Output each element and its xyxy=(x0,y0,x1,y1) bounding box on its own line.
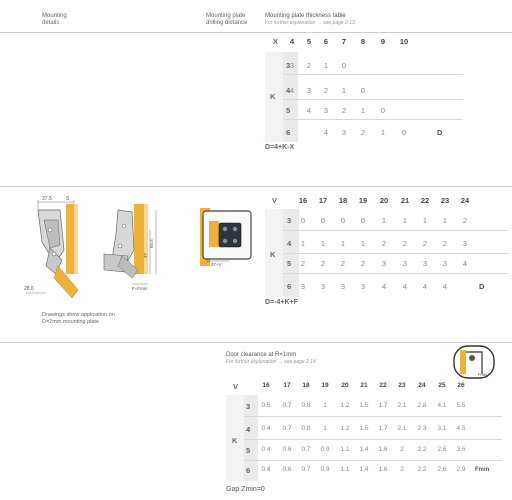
table-cell: 2 xyxy=(400,466,404,473)
table-cell: 1 xyxy=(320,239,326,248)
table-cell: 2 xyxy=(340,259,346,268)
column-header: 9 xyxy=(380,37,386,46)
formula: D=4+K-X xyxy=(265,144,295,151)
table-cell: 3.5 xyxy=(456,446,466,453)
end-label: D xyxy=(479,282,485,291)
row-separator xyxy=(283,230,508,231)
dim-28-6-label: 28.6 xyxy=(24,286,34,292)
table-cell: 4 xyxy=(442,282,448,291)
mounting-plate-front-drawing xyxy=(195,205,257,267)
table-cell: 1 xyxy=(381,216,387,225)
table-cell: 3 xyxy=(340,282,346,291)
table-cell: 4 xyxy=(323,128,329,137)
table-cell: 2 xyxy=(400,446,404,453)
table-cell: 1 xyxy=(323,61,329,70)
table-cell: 1.1 xyxy=(340,446,350,453)
hinge-drawing-side-view xyxy=(26,200,78,298)
column-header: 16 xyxy=(298,196,308,205)
table-cell: 1.4 xyxy=(359,446,369,453)
row-header: 6 xyxy=(287,282,292,291)
table-cell: 4 xyxy=(381,282,387,291)
column-header: 24 xyxy=(418,382,426,389)
row-header: 5 xyxy=(286,106,291,115)
table-cell: 2 xyxy=(381,239,387,248)
table-cell: 0.7 xyxy=(282,402,292,409)
table-cell: 2 xyxy=(442,239,448,248)
table-cell: 0.5 xyxy=(261,402,271,409)
table-cell: 1.2 xyxy=(340,402,350,409)
end-label: D xyxy=(437,128,443,137)
table-cell: 0.4 xyxy=(261,446,271,453)
row-header: 5 xyxy=(246,446,251,455)
column-header: 5 xyxy=(306,37,312,46)
door-clearance-icon xyxy=(452,344,496,380)
table-cell: 2 xyxy=(360,259,366,268)
thickness-table-note: For further explanation → see page 2.13 xyxy=(265,20,355,26)
table-cell: 3 xyxy=(360,282,366,291)
table-cell: 0.8 xyxy=(301,425,311,432)
table-cell: 0.7 xyxy=(301,446,311,453)
table-cell: 1 xyxy=(341,86,347,95)
table-cell: 1 xyxy=(360,106,366,115)
table-cell: 4 xyxy=(462,259,468,268)
row-separator xyxy=(283,99,463,100)
thickness-table-title: Mounting plate thickness table xyxy=(265,13,346,19)
column-header: 21 xyxy=(360,382,368,389)
table-cell: 1 xyxy=(380,128,386,137)
table-cell: 0 xyxy=(380,106,386,115)
row-separator xyxy=(244,460,502,461)
row-separator xyxy=(283,253,508,254)
table-cell: 3 xyxy=(442,259,448,268)
table-cell: 3 xyxy=(320,282,326,291)
column-header: 10 xyxy=(399,37,409,46)
caption-line: Drawings show application on xyxy=(42,312,115,318)
table-cell: 1.5 xyxy=(359,425,369,432)
column-header: 21 xyxy=(400,196,410,205)
table-cell: 2 xyxy=(320,259,326,268)
table-cell: 2 xyxy=(341,106,347,115)
column-header: 24 xyxy=(460,196,470,205)
table-cell: 4 xyxy=(289,86,295,95)
table-cell: 2 xyxy=(462,216,468,225)
table-cell: 2 xyxy=(323,86,329,95)
heading-line: drilling distance xyxy=(206,20,248,26)
column-header: 17 xyxy=(283,382,291,389)
table-cell: 1 xyxy=(402,216,408,225)
table-cell: 2.3 xyxy=(417,425,427,432)
table-cell: 2 xyxy=(360,128,366,137)
column-header: 23 xyxy=(398,382,406,389)
table-cell: 3 xyxy=(306,86,312,95)
column-header: 20 xyxy=(341,382,349,389)
table-cell: 0 xyxy=(360,86,366,95)
table-cell: 4.5 xyxy=(456,425,466,432)
table-cell: 0.4 xyxy=(261,466,271,473)
table-cell: 2.8 xyxy=(417,402,427,409)
table-cell: 0.9 xyxy=(320,466,330,473)
table-cell: 0.7 xyxy=(301,466,311,473)
table-cell: 1.1 xyxy=(340,466,350,473)
column-header: 23 xyxy=(440,196,450,205)
column-header: 20 xyxy=(379,196,389,205)
table-cell: 2 xyxy=(422,239,428,248)
column-header: 19 xyxy=(358,196,368,205)
table-cell: 0 xyxy=(360,216,366,225)
row-separator xyxy=(244,439,502,440)
table-cell: 1 xyxy=(360,239,366,248)
table-cell: 1 xyxy=(323,402,327,409)
table-cell: 3 xyxy=(323,106,329,115)
row-header: 5 xyxy=(287,259,292,268)
end-label: Fmin xyxy=(475,467,490,473)
column-header: 6 xyxy=(323,37,329,46)
row-axis-label: K xyxy=(232,436,238,445)
gap-footer: Gap Zmin=0 xyxy=(226,486,265,493)
table-cell: 0.9 xyxy=(320,446,330,453)
table-cell: 2.9 xyxy=(456,466,466,473)
column-header: 4 xyxy=(289,37,295,46)
table-cell: 1.7 xyxy=(378,402,388,409)
column-header: 18 xyxy=(302,382,310,389)
table-cell: 0 xyxy=(340,216,346,225)
table-cell: 3 xyxy=(300,282,306,291)
row-axis-label: K xyxy=(270,250,276,259)
dim-f-label: F=Fmin xyxy=(132,286,148,291)
hinge-drawings xyxy=(20,190,210,315)
table-cell: 0 xyxy=(300,216,306,225)
table-cell: 3 xyxy=(289,61,295,70)
table-cell: 0.6 xyxy=(282,446,292,453)
column-header: 7 xyxy=(341,37,347,46)
table-cell: 3.1 xyxy=(437,425,447,432)
column-header: 26 xyxy=(457,382,465,389)
table-cell: 2.1 xyxy=(397,425,407,432)
row-separator xyxy=(283,273,508,274)
column-header: 8 xyxy=(360,37,366,46)
table-cell: 2.2 xyxy=(417,466,427,473)
section-divider xyxy=(0,342,512,343)
table-cell: 3 xyxy=(462,239,468,248)
formula: D=-4+K+F xyxy=(265,299,298,306)
row-separator xyxy=(283,74,463,75)
table-cell: 1 xyxy=(300,239,306,248)
table-cell: 1.6 xyxy=(378,466,388,473)
table-cell: 0.6 xyxy=(282,466,292,473)
table-cell: 1 xyxy=(323,425,327,432)
heading-line: Mounting plate xyxy=(206,13,246,19)
row-separator xyxy=(244,416,502,417)
row-separator xyxy=(283,119,463,120)
row-header: 6 xyxy=(246,466,251,475)
column-header: 16 xyxy=(262,382,270,389)
table-cell: 1.4 xyxy=(359,466,369,473)
table-cell: 0.4 xyxy=(261,425,271,432)
drilling-distance-heading xyxy=(206,13,247,27)
row-header: 4 xyxy=(246,425,251,434)
row-header: 3 xyxy=(246,402,251,411)
table-cell: 1 xyxy=(340,239,346,248)
table-cell: 0 xyxy=(320,216,326,225)
table-cell: 2.1 xyxy=(397,402,407,409)
table-cell: 4 xyxy=(306,106,312,115)
table-cell: 3 xyxy=(341,128,347,137)
door-clearance-title: Door clearance at R=1mm xyxy=(226,352,297,358)
table-cell: 1.5 xyxy=(359,402,369,409)
table-cell: 2.6 xyxy=(437,466,447,473)
section-divider xyxy=(0,32,512,33)
table-cell: 2.2 xyxy=(417,446,427,453)
door-clearance-note: For further explanation → see page 2.14 xyxy=(226,359,316,365)
icon-fmin-label: Fmin xyxy=(478,372,487,377)
row-header: 6 xyxy=(286,128,291,137)
column-header: 25 xyxy=(438,382,446,389)
table-cell: 3 xyxy=(422,259,428,268)
row-header: 4 xyxy=(286,86,291,95)
column-header: 17 xyxy=(318,196,328,205)
heading-line: details xyxy=(42,20,60,26)
table-cell: 4.1 xyxy=(437,402,447,409)
column-axis-label: V xyxy=(272,196,278,205)
table-cell: 2 xyxy=(402,239,408,248)
row-header: 3 xyxy=(286,61,291,70)
column-header: 22 xyxy=(420,196,430,205)
dim-37-label: 37 xyxy=(143,252,148,258)
row-header: 3 xyxy=(287,216,292,225)
row-header: 4 xyxy=(287,239,292,248)
table-cell: 0.8 xyxy=(301,402,311,409)
column-axis-label: X xyxy=(273,37,279,46)
dim-s-label: S xyxy=(66,196,70,202)
row-axis-label: K xyxy=(270,92,276,101)
column-header: 19 xyxy=(321,382,329,389)
table-cell: 4 xyxy=(402,282,408,291)
table-cell: 1 xyxy=(422,216,428,225)
table-cell: 5.5 xyxy=(456,402,466,409)
table-cell: 4 xyxy=(422,282,428,291)
table-cell: 3 xyxy=(402,259,408,268)
caption-line: D=2mm mounting plate xyxy=(42,319,100,325)
column-header: 22 xyxy=(379,382,387,389)
table-cell: 2 xyxy=(300,259,306,268)
table-cell: 2 xyxy=(306,61,312,70)
dim-37b-label: 37+V xyxy=(211,262,222,267)
table-cell: 1.7 xyxy=(378,425,388,432)
table-cell: 3 xyxy=(381,259,387,268)
table-cell: 2.6 xyxy=(437,446,447,453)
section-divider xyxy=(0,186,512,187)
dim-65-5-label: 65.5 xyxy=(149,239,154,248)
table-cell: 1 xyxy=(442,216,448,225)
column-header: 18 xyxy=(338,196,348,205)
table-cell: 0 xyxy=(341,61,347,70)
drawings-caption xyxy=(42,312,115,326)
column-axis-label: V xyxy=(233,382,239,391)
table-cell: 0.7 xyxy=(282,425,292,432)
dim-37-5-label: 37.5 xyxy=(42,196,52,202)
table-cell: 1.2 xyxy=(340,425,350,432)
table-cell: 1.6 xyxy=(378,446,388,453)
table-cell: 0 xyxy=(401,128,407,137)
mounting-details-heading xyxy=(42,13,67,27)
heading-line: Mounting xyxy=(42,13,67,19)
